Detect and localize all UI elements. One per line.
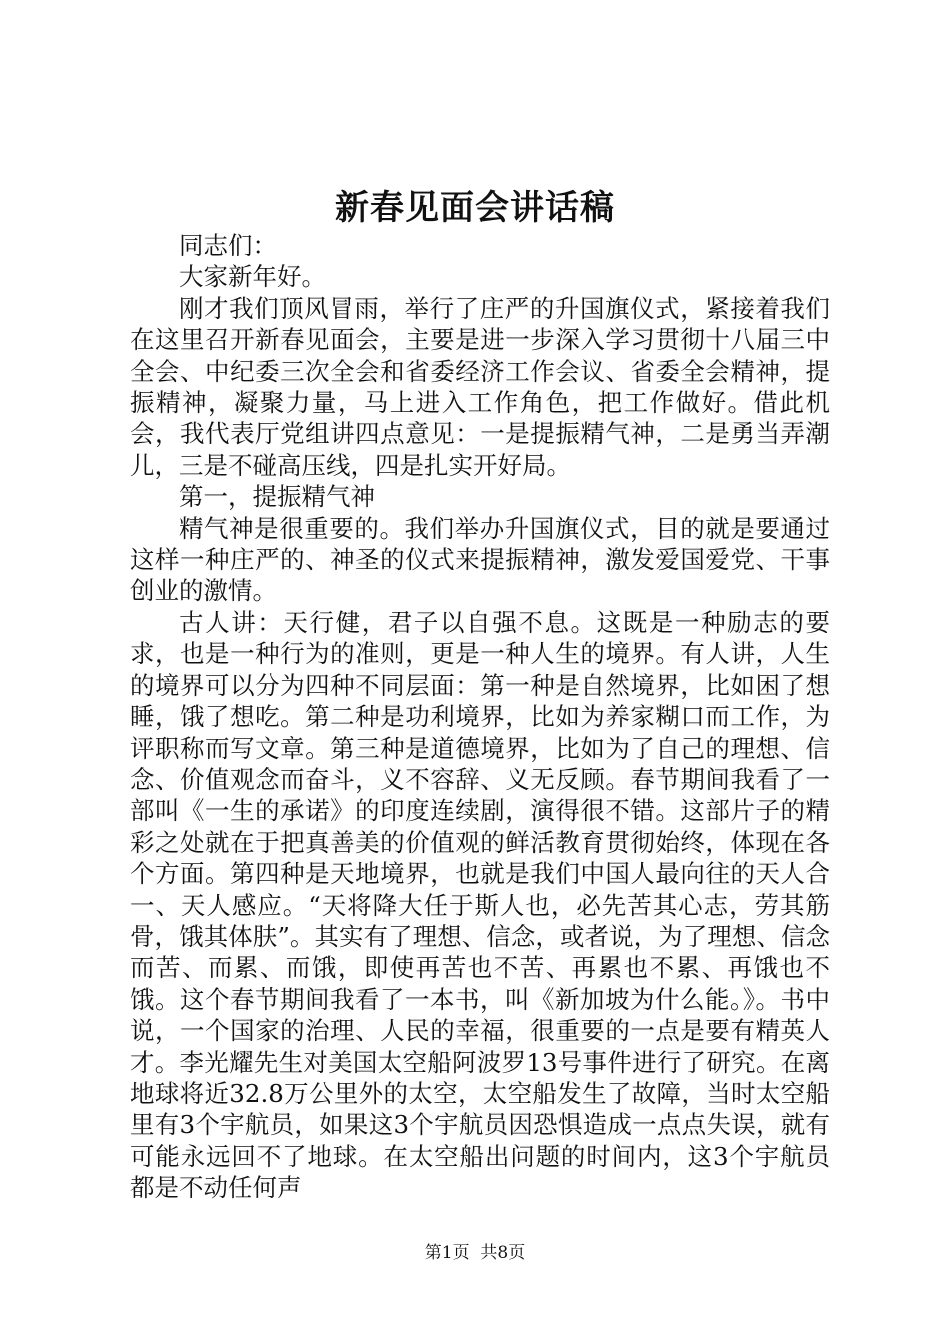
intro-paragraph: 刚才我们顶风冒雨，举行了庄严的升国旗仪式，紧接着我们在这里召开新春见面会，主要是进一步深入学习贯彻十八届三中全会、中纪委三次全会和省委经济工作会议、省委全会精神，提振精神，凝聚力量，马上进入工作角色，把工作做好。借此机会，我代表厅党组讲四点意见：一是提振精气神，二是勇当弄潮儿，三是不碰高压线，四是扎实开好局。 <box>130 293 830 480</box>
salutation: 同志们： <box>179 231 277 260</box>
body-paragraph: 精气神是很重要的。我们举办升国旗仪式，目的就是要通过这样一种庄严的、神圣的仪式来提振精神，激发爱国爱党、干事创业的激情。 <box>130 513 830 606</box>
body-paragraph: 古人讲：天行健，君子以自强不息。这既是一种励志的要求，也是一种行为的准则，更是一种人生的境界。有人讲，人生的境界可以分为四种不同层面：第一种是自然境界，比如困了想睡，饿了想吃。第二种是功利境界，比如为养家糊口而工作，为评职称而写文章。第三种是道德境界，比如为了自己的理想、信念、价值观念而奋斗，义不容辞、义无反顾。春节期间我看了一部叫《一生的承诺》的印度连续剧，演得很不错。这部片子的精彩之处就在于把真善美的价值观的鲜活教育贯彻始终，体现在各个方面。第四种是天地境界，也就是我们中国人最向往的天人合一、天人感应。“天将降大任于斯人也，必先苦其心志，劳其筋骨，饿其体肤”。其实有了理想、信念，或者说，为了理想、信念而苦、而累、而饿，即使再苦也不苦、再累也不累、再饿也不饿。这个春节期间我看了一本书，叫《新加坡为什么能。》。书中说，一个国家的治理、人民的幸福，很重要的一点是要有精英人才。李光耀先生对美国太空船阿波罗13号事件进行了研究。在离地球将近32.8万公里外的太空，太空船发生了故障，当时太空船里有3个宇航员，如果这3个宇航员因恐惧造成一点点失误，就有可能永远回不了地球。在太空船出问题的时间内，这3个宇航员都是不动任何声 <box>130 607 830 1203</box>
document-title: 新春见面会讲话稿 <box>335 188 615 228</box>
page-number: 第1页 共8页 <box>424 1243 526 1263</box>
document-body <box>130 230 830 1204</box>
section-heading: 第一，提振精气神 <box>179 482 375 512</box>
greeting: 大家新年好。 <box>179 262 326 292</box>
